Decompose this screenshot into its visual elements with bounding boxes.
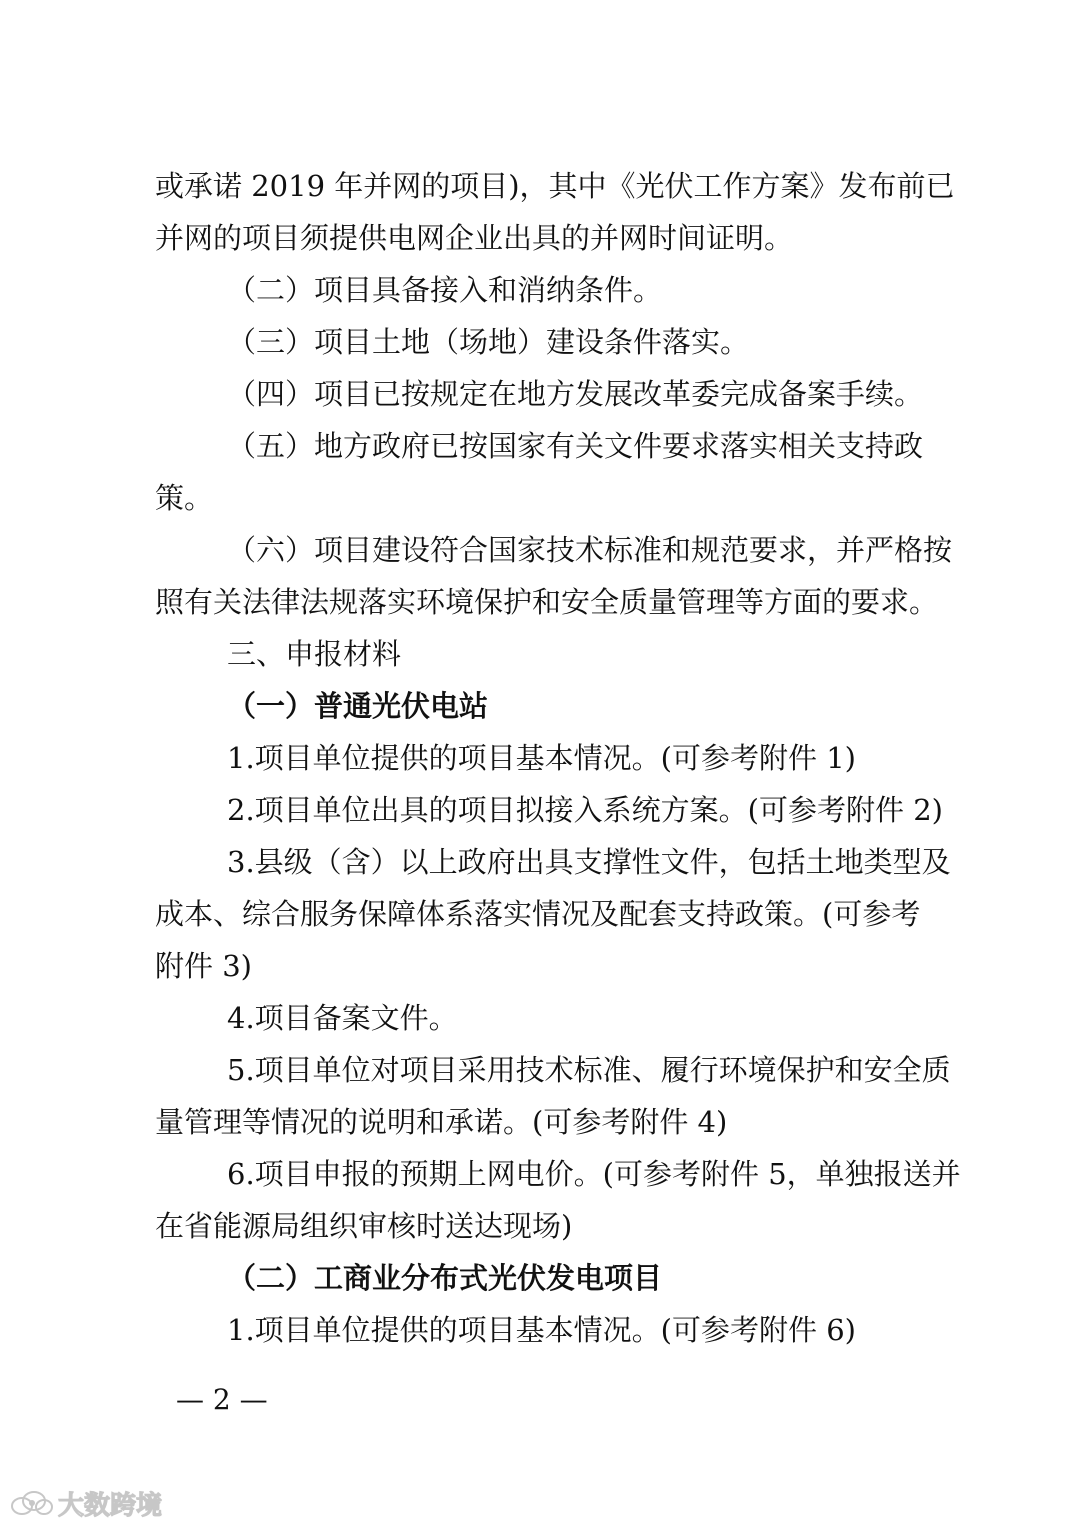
list-item: 6.项目申报的预期上网电价。(可参考附件 5，单独报送并 — [227, 1157, 961, 1191]
list-item: 1.项目单位提供的项目基本情况。(可参考附件 1) — [227, 741, 856, 775]
cloud-logo-icon — [8, 1488, 54, 1518]
section-heading: 三、申报材料 — [227, 637, 402, 671]
condition-item-6: （六）项目建设符合国家技术标准和规范要求，并严格按 — [227, 533, 953, 567]
body-text — [155, 160, 961, 1356]
paragraph-line: 策。 — [155, 481, 214, 515]
subsection-heading-1: （一）普通光伏电站 — [227, 689, 489, 723]
page-number: — 2 — — [176, 1383, 268, 1416]
list-item: 5.项目单位对项目采用技术标准、履行环境保护和安全质 — [227, 1053, 951, 1087]
paragraph-line: 并网的项目须提供电网企业出具的并网时间证明。 — [155, 221, 794, 255]
paragraph-line: 照有关法律法规落实环境保护和安全质量管理等方面的要求。 — [155, 585, 939, 619]
condition-item-3: （三）项目土地（场地）建设条件落实。 — [227, 325, 750, 359]
list-item: 2.项目单位出具的项目拟接入系统方案。(可参考附件 2) — [227, 793, 943, 827]
watermark-text: 大数跨境 — [58, 1490, 163, 1521]
condition-item-2: （二）项目具备接入和消纳条件。 — [227, 273, 663, 307]
list-item: 4.项目备案文件。 — [227, 1001, 458, 1035]
paragraph-line: 量管理等情况的说明和承诺。(可参考附件 4) — [155, 1105, 728, 1139]
subsection-heading-2: （二）工商业分布式光伏发电项目 — [227, 1261, 663, 1295]
paragraph-line: 成本、综合服务保障体系落实情况及配套支持政策。(可参考 — [155, 897, 921, 931]
list-item: 1.项目单位提供的项目基本情况。(可参考附件 6) — [227, 1313, 856, 1347]
condition-item-5: （五）地方政府已按国家有关文件要求落实相关支持政 — [227, 429, 924, 463]
paragraph-line: 或承诺 2019 年并网的项目)，其中《光伏工作方案》发布前已 — [155, 169, 955, 203]
condition-item-4: （四）项目已按规定在地方发展改革委完成备案手续。 — [227, 377, 924, 411]
list-item: 3.县级（含）以上政府出具支撑性文件，包括土地类型及 — [227, 845, 951, 879]
paragraph-line: 附件 3) — [155, 949, 252, 983]
paragraph-line: 在省能源局组织审核时送达现场) — [155, 1209, 573, 1243]
watermark — [8, 1486, 162, 1520]
